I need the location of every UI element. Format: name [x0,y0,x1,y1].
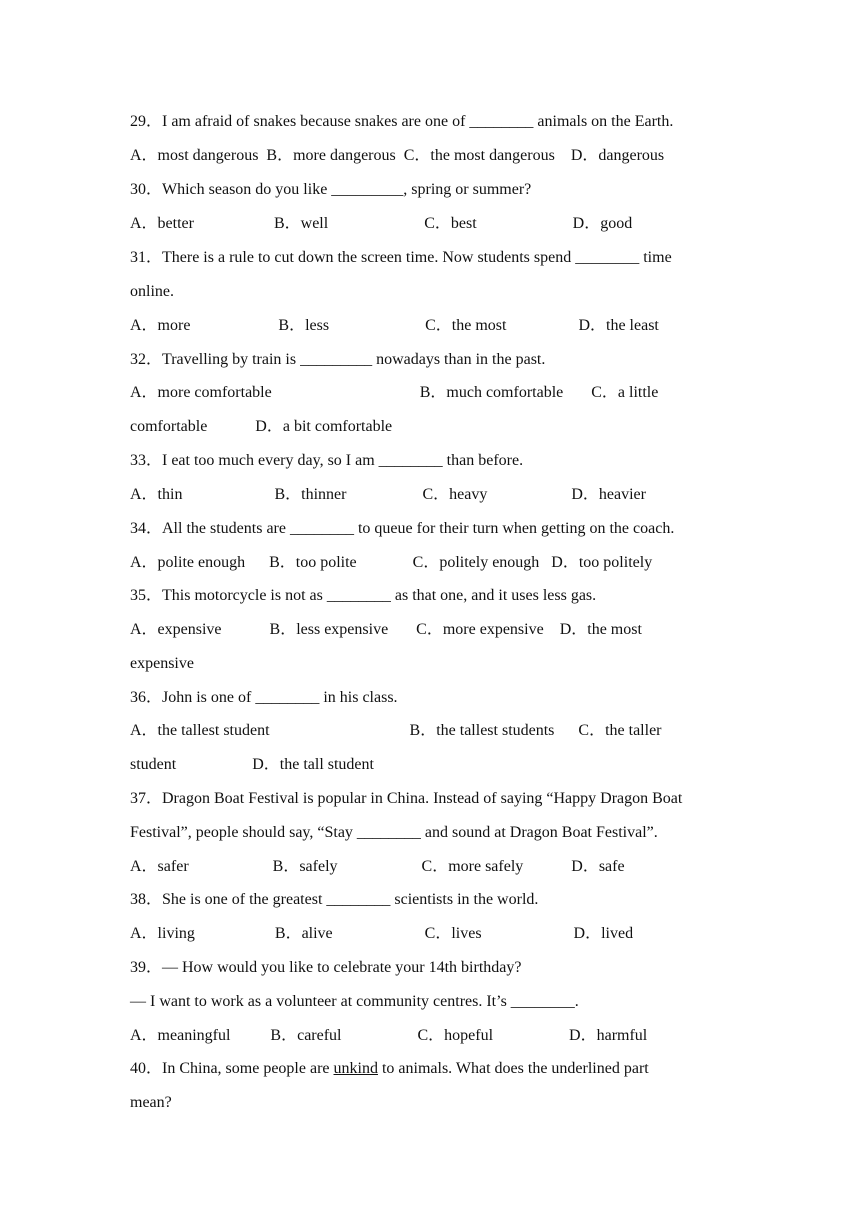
options-32: A．more comfortable B．much comfortable C．a little [130,384,659,401]
question-31-cont: online. [130,283,174,300]
options-31: A．more B．less C．the most D．the least [130,317,659,334]
options-30: A．better B．well C．best D．good [130,215,633,232]
options-35: A．expensive B．less expensive C．more expensive D．the most [130,621,642,638]
question-38: 38．She is one of the greatest ________ scientists in the world. [130,891,539,908]
question-29: 29．I am afraid of snakes because snakes are one of ________ animals on the Earth. [130,113,674,130]
options-37: A．safer B．safely C．more safely D．safe [130,858,625,875]
question-30: 30．Which season do you like _________, spring or summer? [130,181,532,198]
question-34: 34．All the students are ________ to queue for their turn when getting on the coach. [130,520,675,537]
question-32: 32．Travelling by train is _________ nowadays than in the past. [130,351,546,368]
options-32-cont: comfortable D．a bit comfortable [130,418,393,435]
question-33: 33．I eat too much every day, so I am ________ than before. [130,452,524,469]
options-29: A．most dangerous B．more dangerous C．the most dangerous D．dangerous [130,147,665,164]
question-40-cont: mean? [130,1094,172,1111]
question-37: 37．Dragon Boat Festival is popular in China. Instead of saying “Happy Dragon Boat [130,790,683,807]
options-34: A．polite enough B．too polite C．politely enough D．too politely [130,554,653,571]
question-36: 36．John is one of ________ in his class. [130,689,398,706]
question-40-after: to animals. What does the underlined part [377,1060,649,1077]
options-36: A．the tallest student B．the tallest students C．the taller [130,722,662,739]
options-36-cont: student D．the tall student [130,756,374,773]
options-35-cont: expensive [130,655,194,672]
question-35: 35．This motorcycle is not as ________ as that one, and it uses less gas. [130,587,597,604]
question-31: 31．There is a rule to cut down the screen time. Now students spend ________ time [130,249,672,266]
question-39-reply: — I want to work as a volunteer at community centres. It’s ________. [130,993,579,1010]
question-40 [130,1059,649,1079]
options-33: A．thin B．thinner C．heavy D．heavier [130,486,646,503]
options-39: A．meaningful B．careful C．hopeful D．harmful [130,1027,648,1044]
options-38: A．living B．alive C．lives D．lived [130,925,634,942]
underlined-word: unkind [333,1060,378,1077]
question-39: 39．— How would you like to celebrate your 14th birthday? [130,959,522,976]
question-40-before: 40．In China, some people are [130,1060,334,1077]
question-37-cont: Festival”, people should say, “Stay ________ and sound at Dragon Boat Festival”. [130,824,658,841]
